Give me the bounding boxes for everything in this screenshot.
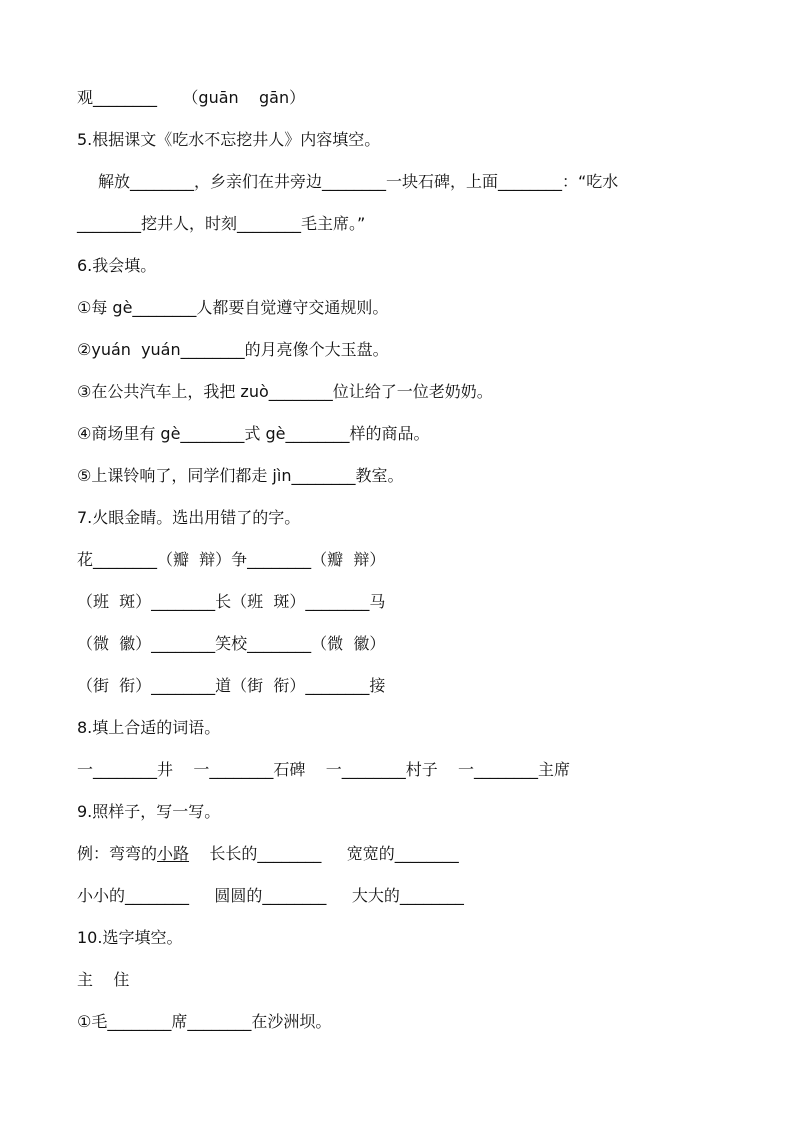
q10-choices: 主 住 bbox=[77, 970, 130, 989]
q9-example-row bbox=[77, 844, 459, 864]
q10-heading: 10.选字填空。 bbox=[77, 928, 183, 947]
q5-text-line-1: 解放________，乡亲们在井旁边________一块石碑，上面________：“吃水 bbox=[98, 172, 619, 191]
q7-row-3: （微 徽）________笑校________（微 徽） bbox=[77, 634, 386, 653]
q8-row: 一________井 一________石碑 一________村子 一________主席 bbox=[77, 760, 571, 779]
q4-tail-line: 观________ （guān gān） bbox=[77, 88, 306, 107]
q9-example-underlined: 小路 bbox=[157, 844, 190, 863]
q6-item-5: ⑤上课铃响了，同学们都走 jìn________教室。 bbox=[77, 466, 404, 485]
q6-item-3: ③在公共汽车上，我把 zuò________位让给了一位老奶奶。 bbox=[77, 382, 493, 401]
q6-heading: 6.我会填。 bbox=[77, 256, 157, 275]
q7-row-1: 花________（瓣 辩）争________（瓣 辩） bbox=[77, 550, 386, 569]
q9-example-rest: 长长的________ 宽宽的________ bbox=[189, 844, 459, 863]
q6-item-2: ②yuán yuán________的月亮像个大玉盘。 bbox=[77, 340, 389, 359]
q6-item-1: ①每 gè________人都要自觉遵守交通规则。 bbox=[77, 298, 389, 317]
q9-heading: 9.照样子，写一写。 bbox=[77, 802, 221, 821]
q7-row-4: （街 衔）________道（街 衔）________接 bbox=[77, 676, 386, 695]
q9-example-prefix: 例：弯弯的 bbox=[77, 844, 158, 863]
q8-heading: 8.填上合适的词语。 bbox=[77, 718, 221, 737]
q5-text-line-2: ________挖井人，时刻________毛主席。” bbox=[77, 214, 366, 233]
q10-item-1: ①毛________席________在沙洲坝。 bbox=[77, 1012, 332, 1031]
q9-row-2: 小小的________ 圆圆的________ 大大的________ bbox=[77, 886, 464, 905]
q7-row-2: （班 斑）________长（班 斑）________马 bbox=[77, 592, 386, 611]
q7-heading: 7.火眼金睛。选出用错了的字。 bbox=[77, 508, 301, 527]
q5-heading: 5.根据课文《吃水不忘挖井人》内容填空。 bbox=[77, 130, 381, 149]
q6-item-4: ④商场里有 gè________式 gè________样的商品。 bbox=[77, 424, 430, 443]
